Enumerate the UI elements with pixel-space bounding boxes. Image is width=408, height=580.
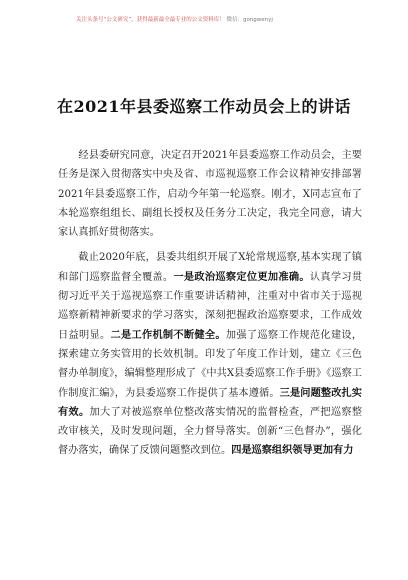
point-three-heading: 三是问题整改扎实有效。 [58,386,362,418]
banner-wechat-text: 微信：gongwenyj [226,17,273,23]
paragraph-text: 截止2020年底，县委共组织开展了X轮常规巡察,基本实现了镇和部门巡察监督全覆盖。 [58,252,362,283]
paragraph-text: 认真学习贯彻习近平关于巡视巡察工作重要讲话精神，注重对中省市关于巡视巡察新精神新要求的学习落实，深刻把握政治巡察要求，工作成效日益明显。 [58,271,363,341]
document-title: 在2021年县委巡察工作动员会上的讲话 [56,97,352,116]
point-two-heading: 二是工作机制不断健全。 [110,328,226,341]
banner-promo-text: 关注头条号“公文研究”，获得最新最全最专业的公文资料库！ [76,17,225,23]
paragraph-intro: 经县委研究同意，决定召开2021年县委巡察工作动员会，主要任务是深入贯彻落实中央及省、市巡视巡察工作会议精神安排部署2021年县委巡察工作，启动今年第一轮巡察。刚才，X同志宣布了本轮巡察组组长、副组长授权及任务分工决定，我完全同意，请大家认真抓好贯彻落实。 [58,150,362,239]
paragraph-achievements [58,248,362,460]
point-four-heading: 四是巡察组织领导更加有力 [231,444,354,457]
document-body [58,146,362,467]
header-banner [76,16,334,25]
paragraph-text: 加大了对被巡察单位整改落实情况的监督检查，严把巡察整改审核关，及时发现问题，全力督导落实。创新“三色督办”，强化督办落实，确保了反馈问题整改到位。 [58,406,363,457]
paragraph-text: 加强了巡察工作规范化建设，探索建立务实管用的长效机制。印发了年度工作计划，建立《三色督办单制度》，编辑整理形成了《中共X县委巡察工作手册》《巡察工作制度汇编》，为县委巡察工作提供了基本遵循。 [58,329,363,399]
point-one-heading: 一是政治巡察定位更加准确。 [173,270,310,283]
